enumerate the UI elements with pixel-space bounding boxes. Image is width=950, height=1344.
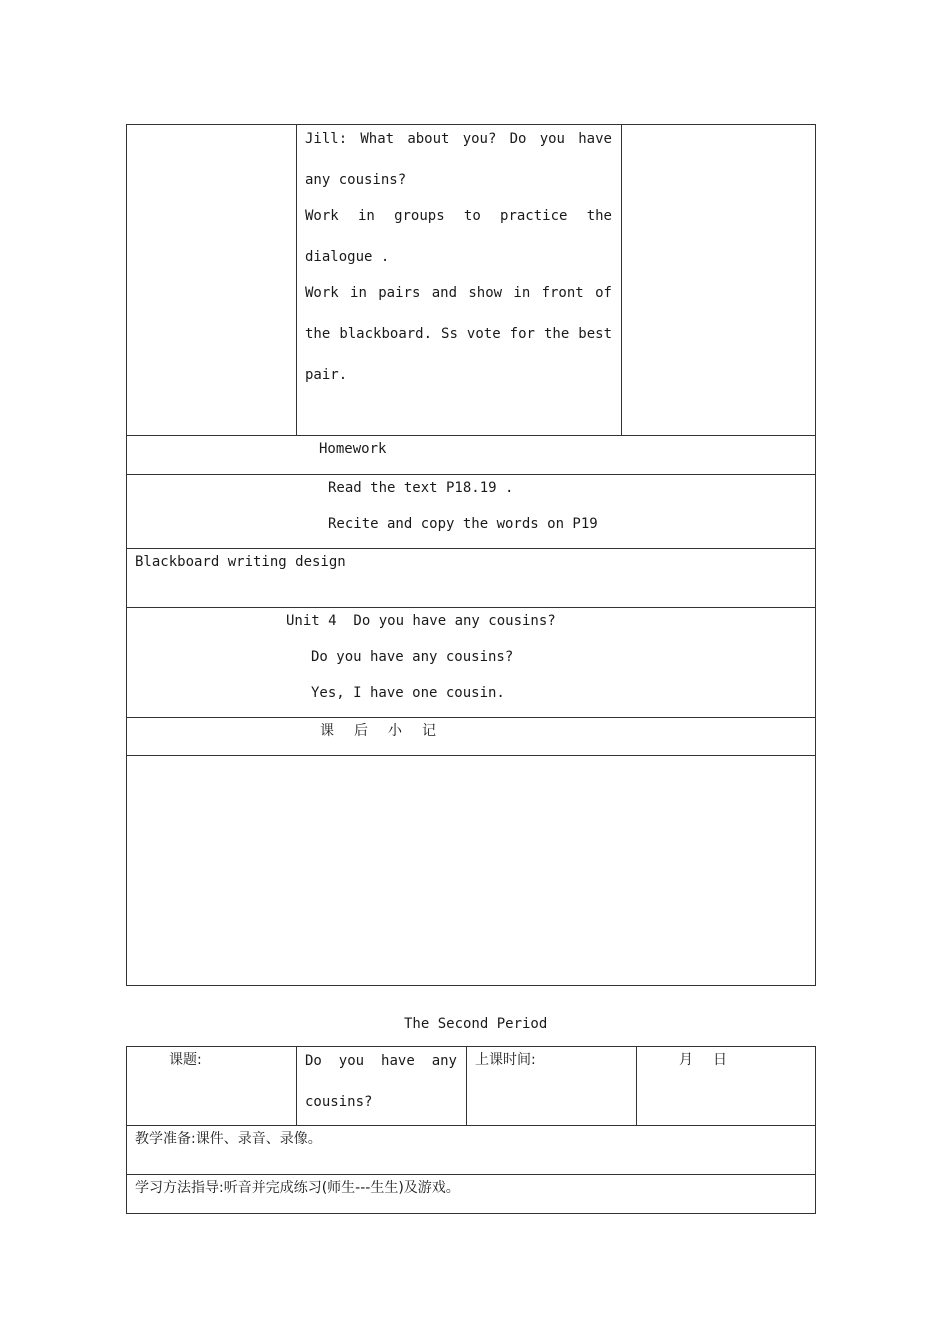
homework-item-2: Recite and copy the words on P19 — [328, 516, 598, 532]
word: have — [381, 1053, 415, 1069]
word: practice — [500, 208, 568, 224]
row-divider — [126, 474, 816, 475]
activity-line-4: dialogue . — [305, 249, 390, 265]
activity-line-3 — [305, 207, 612, 225]
learning-method: 学习方法指导:听音并完成练习(师生---生生)及游戏。 — [135, 1180, 460, 1196]
word: the — [305, 326, 331, 342]
word: the — [543, 326, 570, 342]
row-divider — [126, 1125, 816, 1126]
word: Work — [305, 208, 339, 224]
topic-label: 课题: — [169, 1052, 202, 1068]
column-divider — [466, 1046, 467, 1126]
section-title: The Second Period — [404, 1016, 548, 1032]
word: have — [578, 131, 612, 147]
topic-line-1 — [305, 1052, 457, 1070]
word: Jill: — [305, 131, 348, 147]
word: front — [541, 285, 584, 301]
activity-line-7: pair. — [305, 367, 348, 383]
notes-heading: 课后小记 — [320, 723, 456, 739]
blackboard-line-3: Yes, I have one cousin. — [311, 685, 505, 701]
month-label: 月 — [679, 1052, 693, 1068]
row-divider — [126, 435, 816, 436]
word: vote — [466, 326, 501, 342]
blackboard-heading: Blackboard writing design — [135, 554, 346, 570]
blackboard-line-2: Do you have any cousins? — [311, 649, 514, 665]
word: best — [578, 326, 612, 342]
blackboard-line-1: Unit 4 Do you have any cousins? — [286, 613, 556, 629]
row-divider — [126, 717, 816, 718]
topic-line-2: cousins? — [305, 1094, 373, 1110]
word: the — [586, 208, 612, 224]
word: blackboard. — [339, 326, 433, 342]
word: groups — [394, 208, 445, 224]
column-divider-right — [621, 124, 622, 436]
teaching-prep: 教学准备:课件、录音、录像。 — [135, 1131, 322, 1147]
activity-line-6 — [305, 325, 612, 343]
word: and — [431, 285, 458, 301]
time-label: 上课时间: — [475, 1052, 536, 1068]
word: of — [595, 285, 612, 301]
activity-line-1 — [305, 130, 612, 148]
activity-line-5 — [305, 284, 612, 302]
homework-item-1: Read the text P18.19 . — [328, 480, 514, 496]
word: Ss — [441, 326, 458, 342]
day-label: 日 — [713, 1052, 727, 1068]
row-divider — [126, 1174, 816, 1175]
column-divider — [636, 1046, 637, 1126]
word: What — [360, 131, 395, 147]
word: for — [509, 326, 535, 342]
word: pairs — [378, 285, 421, 301]
word: in — [350, 285, 367, 301]
row-divider — [126, 755, 816, 756]
word: you — [539, 131, 565, 147]
word: in — [357, 208, 375, 224]
activity-line-2: any cousins? — [305, 172, 407, 188]
word: Do — [305, 1053, 322, 1069]
word: you — [338, 1053, 365, 1069]
homework-heading: Homework — [319, 441, 387, 457]
column-divider — [296, 1046, 297, 1126]
column-divider-left — [296, 124, 297, 436]
word: you? — [462, 131, 497, 147]
word: Work — [305, 285, 339, 301]
word: show — [468, 285, 503, 301]
word: Do — [509, 131, 527, 147]
row-divider — [126, 607, 816, 608]
word: any — [431, 1053, 457, 1069]
word: to — [463, 208, 481, 224]
row-divider — [126, 548, 816, 549]
word: in — [513, 285, 531, 301]
word: about — [407, 131, 450, 147]
